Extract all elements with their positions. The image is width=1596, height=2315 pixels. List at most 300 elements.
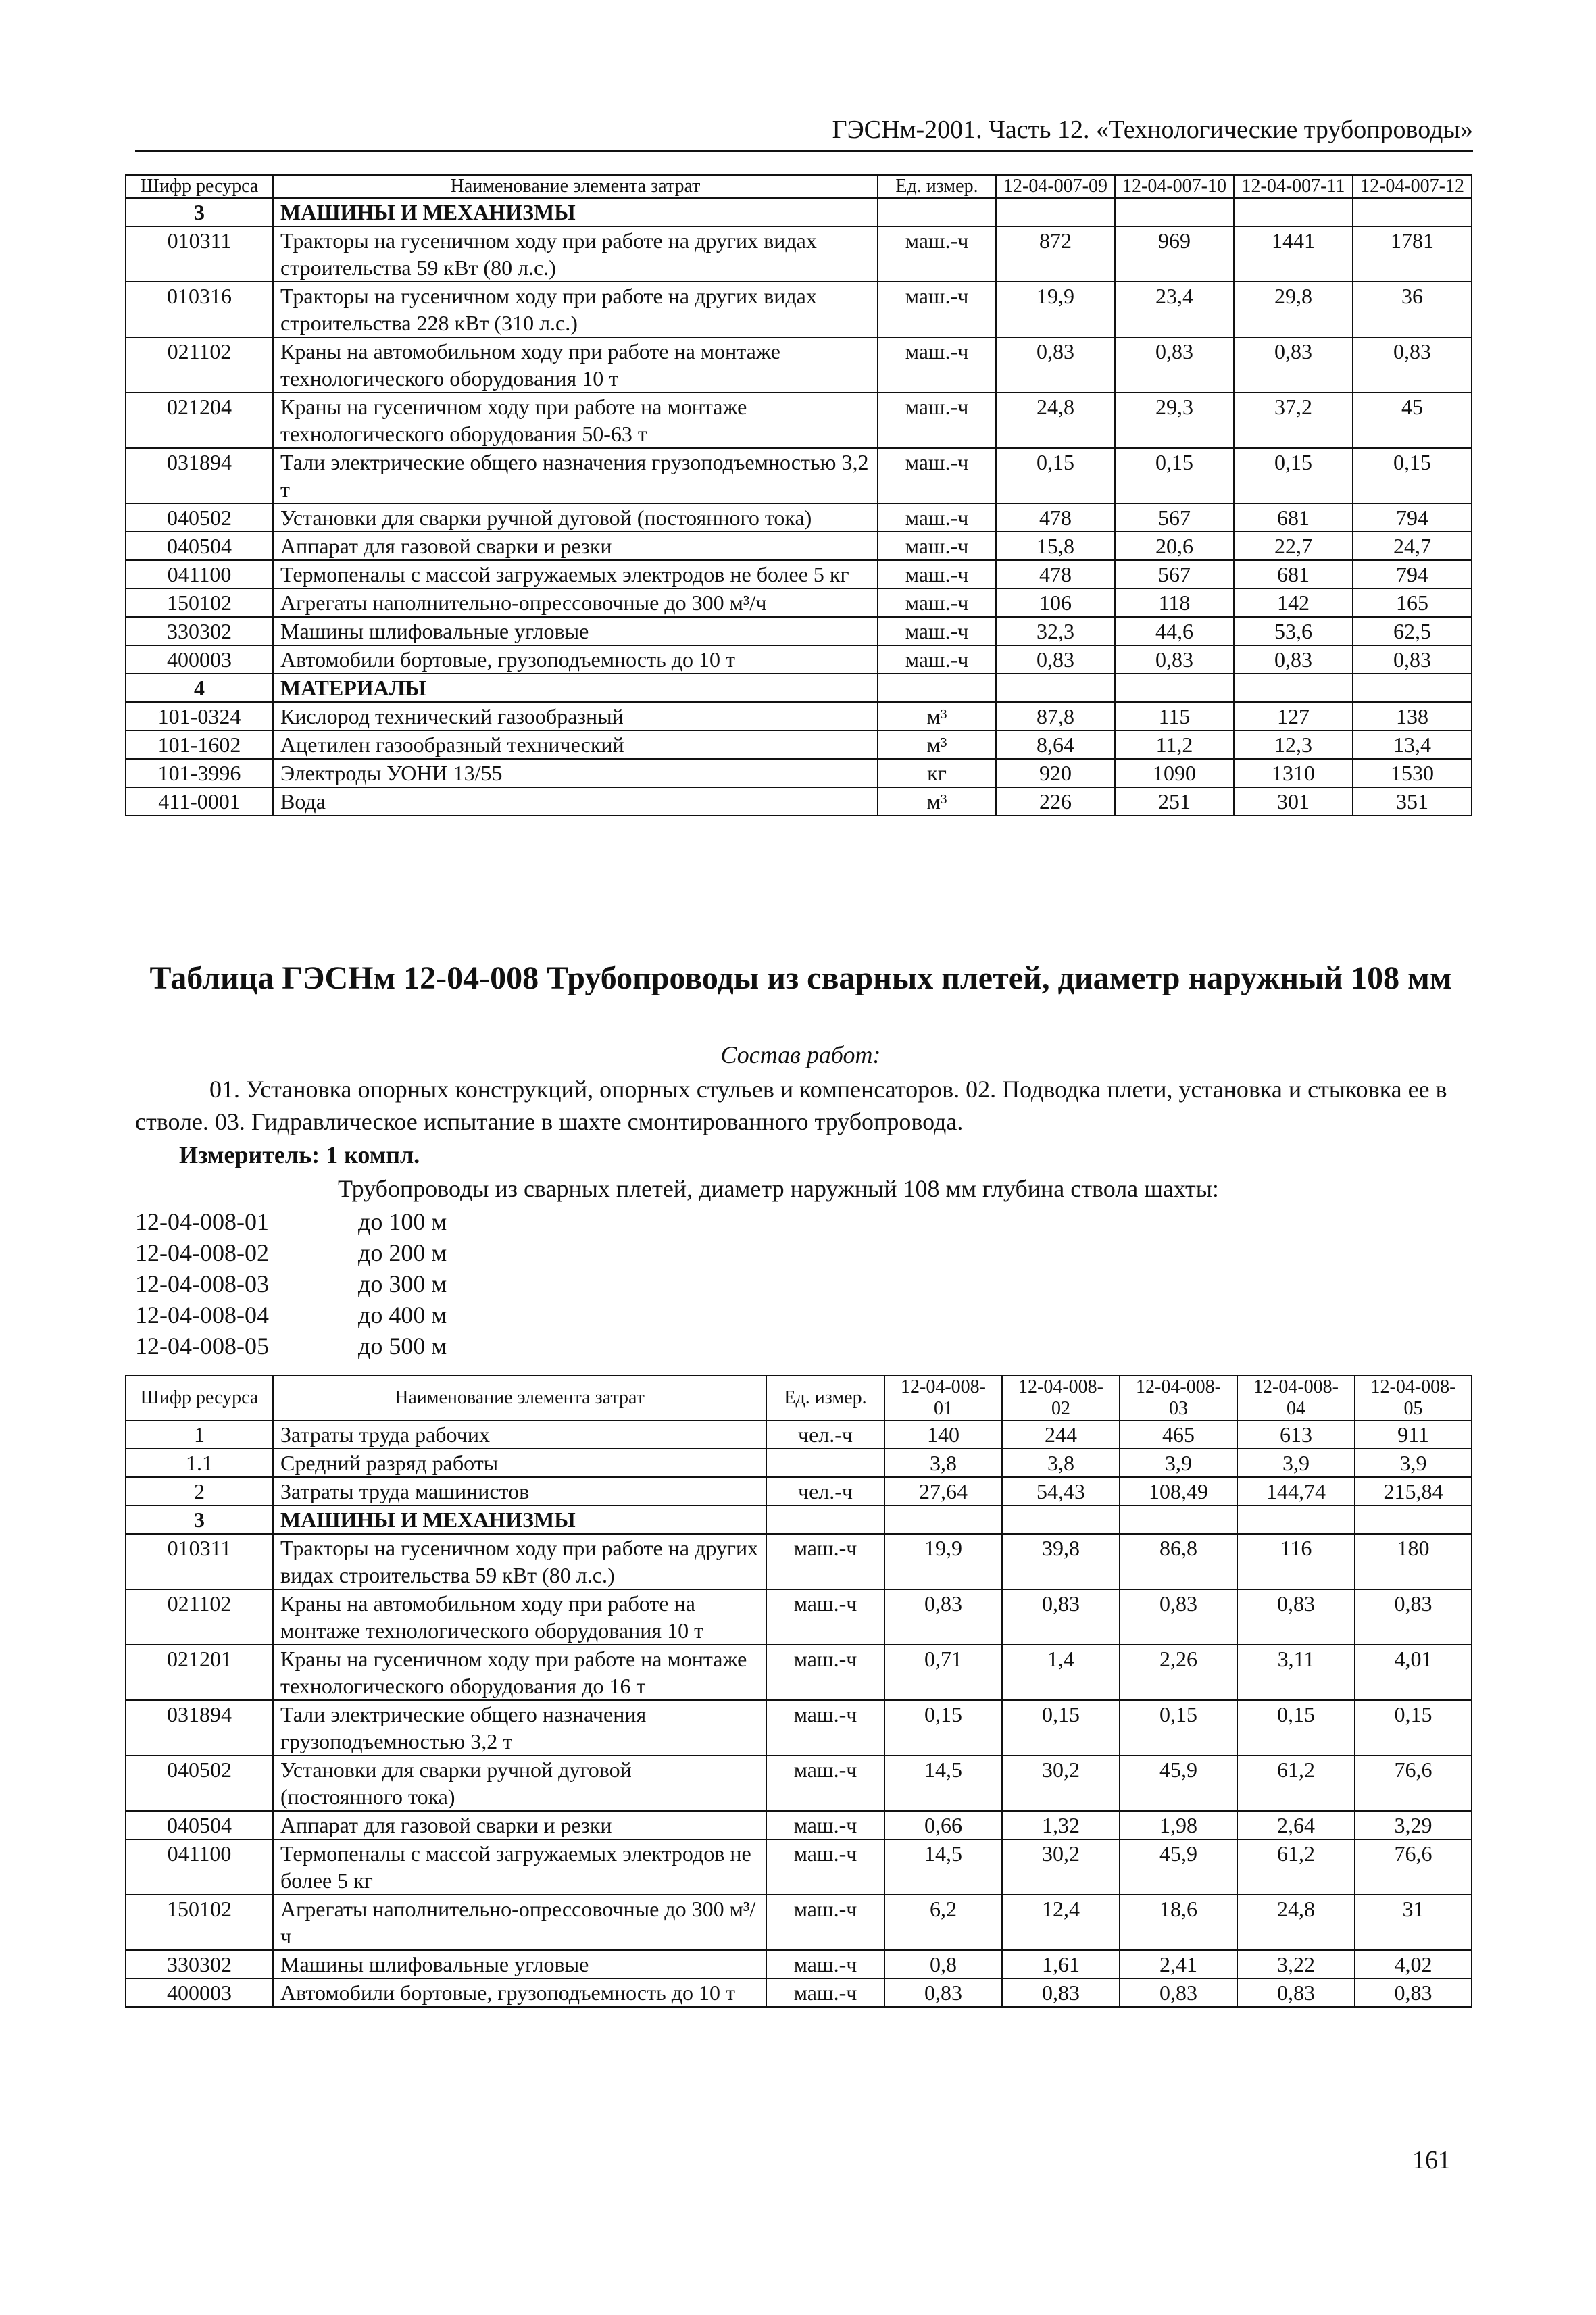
header-text: ГЭСНм-2001. Часть 12. «Технологические трубопроводы» xyxy=(832,116,1473,144)
cell-code: 400003 xyxy=(126,645,273,674)
cell-unit: маш.-ч xyxy=(766,1950,884,1978)
table-header-row xyxy=(126,175,1472,198)
cell-value: 0,83 xyxy=(1115,337,1234,393)
cell-code: 010311 xyxy=(126,1534,273,1589)
cell-value: 116 xyxy=(1237,1534,1355,1589)
cell-name: Агрегаты наполнительно-опрессовочные до 300 м³/ч xyxy=(273,1895,766,1950)
cell-code: 2 xyxy=(126,1477,273,1505)
code-description: до 100 м xyxy=(358,1208,447,1235)
cell-value: 0,83 xyxy=(1234,337,1353,393)
cell-code: 3 xyxy=(126,198,273,226)
cell-name: Аппарат для газовой сварки и резки xyxy=(273,1811,766,1839)
cell-value: 351 xyxy=(1353,787,1472,816)
cell-value: 0,83 xyxy=(996,645,1115,674)
cell-code: 031894 xyxy=(126,448,273,503)
cell-value: 0,15 xyxy=(1002,1700,1120,1756)
cell-unit: маш.-ч xyxy=(878,560,996,589)
cell-value: 1,98 xyxy=(1120,1811,1237,1839)
header-name: Наименование элемента затрат xyxy=(273,1376,766,1420)
cell-value: 4,01 xyxy=(1355,1645,1472,1700)
cell-value: 0,15 xyxy=(1237,1700,1355,1756)
cell-value: 3,9 xyxy=(1355,1449,1472,1477)
cell-value: 465 xyxy=(1120,1420,1237,1449)
cell-value: 87,8 xyxy=(996,702,1115,730)
cell-value: 4,02 xyxy=(1355,1950,1472,1978)
cell-code: 101-1602 xyxy=(126,730,273,759)
cell-value: 30,2 xyxy=(1002,1839,1120,1895)
cell-name: Ацетилен газообразный технический xyxy=(273,730,878,759)
header-col: 12-04-007-11 xyxy=(1234,175,1353,198)
table-row xyxy=(126,448,1472,503)
cell-value: 19,9 xyxy=(996,282,1115,337)
cell-value: 567 xyxy=(1115,503,1234,532)
table-body xyxy=(126,1420,1472,2007)
cell-value: 76,6 xyxy=(1355,1839,1472,1895)
cell-value: 3,9 xyxy=(1120,1449,1237,1477)
cell-value: 61,2 xyxy=(1237,1756,1355,1811)
table-row xyxy=(126,532,1472,560)
cell-value: 2,64 xyxy=(1237,1811,1355,1839)
cell-value: 911 xyxy=(1355,1420,1472,1449)
cell-code: 411-0001 xyxy=(126,787,273,816)
cell-unit: м³ xyxy=(878,702,996,730)
cell-name: Кислород технический газообразный xyxy=(273,702,878,730)
cell-value: 920 xyxy=(996,759,1115,787)
cell-value: 301 xyxy=(1234,787,1353,816)
cell-unit: маш.-ч xyxy=(766,1811,884,1839)
cell-value: 45 xyxy=(1353,393,1472,448)
code-item xyxy=(135,1206,447,1237)
cell-name: Термопеналы с массой загружаемых электродов не более 5 кг xyxy=(273,1839,766,1895)
cell-value: 19,9 xyxy=(884,1534,1002,1589)
cell-value: 14,5 xyxy=(884,1756,1002,1811)
cell-value: 0,15 xyxy=(884,1700,1002,1756)
cell-value: 0,83 xyxy=(1353,645,1472,674)
cell-value: 3,29 xyxy=(1355,1811,1472,1839)
table-body xyxy=(126,198,1472,816)
cell-code: 1.1 xyxy=(126,1449,273,1477)
table-row xyxy=(126,589,1472,617)
cell-value: 39,8 xyxy=(1002,1534,1120,1589)
cell-value: 24,7 xyxy=(1353,532,1472,560)
cell-name: Установки для сварки ручной дуговой (постоянного тока) xyxy=(273,503,878,532)
cell-name: Краны на автомобильном ходу при работе на монтаже технологического оборудования 10 т xyxy=(273,1589,766,1645)
cell-unit: маш.-ч xyxy=(878,282,996,337)
cell-name: МАТЕРИАЛЫ xyxy=(273,674,878,702)
cell-value: 0,15 xyxy=(1115,448,1234,503)
cell-value: 3,9 xyxy=(1237,1449,1355,1477)
cell-value: 62,5 xyxy=(1353,617,1472,645)
cell-value: 2,41 xyxy=(1120,1950,1237,1978)
table-row xyxy=(126,1950,1472,1978)
section-row xyxy=(126,1505,1472,1534)
cell-value: 244 xyxy=(1002,1420,1120,1449)
code-number: 12-04-008-01 xyxy=(135,1208,269,1235)
cell-value: 0,83 xyxy=(996,337,1115,393)
cell-value: 1090 xyxy=(1115,759,1234,787)
cell-name: МАШИНЫ И МЕХАНИЗМЫ xyxy=(273,198,878,226)
cell-value: 2,26 xyxy=(1120,1645,1237,1700)
code-description: до 500 м xyxy=(358,1333,447,1360)
code-item xyxy=(135,1330,447,1362)
table-row xyxy=(126,560,1472,589)
cell-value: 872 xyxy=(996,226,1115,282)
cell-value: 6,2 xyxy=(884,1895,1002,1950)
cell-value xyxy=(996,674,1115,702)
header-name: Наименование элемента затрат xyxy=(273,175,878,198)
cell-unit: м³ xyxy=(878,730,996,759)
cell-code: 010311 xyxy=(126,226,273,282)
cell-unit: маш.-ч xyxy=(878,393,996,448)
table-header-row xyxy=(126,1376,1472,1420)
cell-value: 226 xyxy=(996,787,1115,816)
code-item xyxy=(135,1237,447,1268)
cell-code: 041100 xyxy=(126,560,273,589)
cell-unit xyxy=(766,1505,884,1534)
cell-unit: маш.-ч xyxy=(878,226,996,282)
cell-value: 0,83 xyxy=(1237,1978,1355,2007)
cell-name: Тракторы на гусеничном ходу при работе на других видах строительства 59 кВт (80 л.с.) xyxy=(273,226,878,282)
cell-value: 0,15 xyxy=(1234,448,1353,503)
table-row xyxy=(126,1756,1472,1811)
resource-table-007 xyxy=(125,174,1472,816)
codes-list xyxy=(135,1206,447,1362)
cell-name: Электроды УОНИ 13/55 xyxy=(273,759,878,787)
cell-name: Машины шлифовальные угловые xyxy=(273,1950,766,1978)
cell-unit: чел.-ч xyxy=(766,1420,884,1449)
cell-value: 14,5 xyxy=(884,1839,1002,1895)
cell-value: 8,64 xyxy=(996,730,1115,759)
cell-unit: маш.-ч xyxy=(766,1839,884,1895)
cell-unit: маш.-ч xyxy=(878,589,996,617)
cell-value: 794 xyxy=(1353,503,1472,532)
cell-unit: маш.-ч xyxy=(766,1895,884,1950)
cell-value xyxy=(1002,1505,1120,1534)
table-row xyxy=(126,226,1472,282)
section-row xyxy=(126,674,1472,702)
table-row xyxy=(126,1700,1472,1756)
cell-code: 101-3996 xyxy=(126,759,273,787)
cell-name: Аппарат для газовой сварки и резки xyxy=(273,532,878,560)
cell-code: 330302 xyxy=(126,1950,273,1978)
cell-value: 127 xyxy=(1234,702,1353,730)
cell-code: 150102 xyxy=(126,1895,273,1950)
cell-value: 681 xyxy=(1234,503,1353,532)
table-row xyxy=(126,617,1472,645)
cell-value: 1781 xyxy=(1353,226,1472,282)
cell-name: Краны на автомобильном ходу при работе на монтаже технологического оборудования 10 т xyxy=(273,337,878,393)
table-row xyxy=(126,1811,1472,1839)
cell-name: Тали электрические общего назначения грузоподъемностью 3,2 т xyxy=(273,1700,766,1756)
measure-label: Измеритель: 1 компл. xyxy=(179,1141,420,1168)
cell-value: 0,83 xyxy=(1002,1978,1120,2007)
cell-code: 040504 xyxy=(126,1811,273,1839)
cell-unit: м³ xyxy=(878,787,996,816)
section-row xyxy=(126,198,1472,226)
cell-value: 1,4 xyxy=(1002,1645,1120,1700)
cell-value: 0,83 xyxy=(1355,1589,1472,1645)
cell-name: Автомобили бортовые, грузоподъемность до 10 т xyxy=(273,645,878,674)
cell-name: Затраты труда рабочих xyxy=(273,1420,766,1449)
cell-value: 54,43 xyxy=(1002,1477,1120,1505)
table-row xyxy=(126,1895,1472,1950)
header-unit: Ед. измер. xyxy=(878,175,996,198)
cell-code: 041100 xyxy=(126,1839,273,1895)
cell-value: 18,6 xyxy=(1120,1895,1237,1950)
cell-value: 0,15 xyxy=(1355,1700,1472,1756)
table-row xyxy=(126,787,1472,816)
cell-code: 040502 xyxy=(126,1756,273,1811)
table-row xyxy=(126,1420,1472,1449)
code-description: до 200 м xyxy=(358,1239,447,1266)
cell-value: 20,6 xyxy=(1115,532,1234,560)
cell-value: 0,83 xyxy=(1355,1978,1472,2007)
header-code: Шифр ресурса xyxy=(126,1376,273,1420)
header-col: 12-04-008-04 xyxy=(1237,1376,1355,1420)
header-col: 12-04-007-12 xyxy=(1353,175,1472,198)
cell-value: 15,8 xyxy=(996,532,1115,560)
code-item xyxy=(135,1299,447,1330)
cell-name: Машины шлифовальные угловые xyxy=(273,617,878,645)
header-col: 12-04-008-02 xyxy=(1002,1376,1120,1420)
cell-value: 24,8 xyxy=(996,393,1115,448)
cell-name: Краны на гусеничном ходу при работе на монтаже технологического оборудования до 16 т xyxy=(273,1645,766,1700)
cell-value: 12,3 xyxy=(1234,730,1353,759)
table-row xyxy=(126,1645,1472,1700)
cell-value: 1310 xyxy=(1234,759,1353,787)
cell-value xyxy=(1355,1505,1472,1534)
cell-unit: маш.-ч xyxy=(878,503,996,532)
cell-value: 1,61 xyxy=(1002,1950,1120,1978)
code-number: 12-04-008-03 xyxy=(135,1270,269,1297)
cell-unit xyxy=(766,1449,884,1477)
cell-value: 31 xyxy=(1355,1895,1472,1950)
code-item xyxy=(135,1268,447,1299)
cell-name: Термопеналы с массой загружаемых электродов не более 5 кг xyxy=(273,560,878,589)
table-row xyxy=(126,1589,1472,1645)
cell-name: Установки для сварки ручной дуговой (постоянного тока) xyxy=(273,1756,766,1811)
cell-value xyxy=(1234,674,1353,702)
cell-value: 3,8 xyxy=(1002,1449,1120,1477)
cell-code: 3 xyxy=(126,1505,273,1534)
cell-name: Краны на гусеничном ходу при работе на монтаже технологического оборудования 50-63 т xyxy=(273,393,878,448)
cell-value: 53,6 xyxy=(1234,617,1353,645)
cell-value: 29,8 xyxy=(1234,282,1353,337)
cell-name: МАШИНЫ И МЕХАНИЗМЫ xyxy=(273,1505,766,1534)
table-row xyxy=(126,1839,1472,1895)
table-row xyxy=(126,393,1472,448)
table-row xyxy=(126,1978,1472,2007)
cell-code: 010316 xyxy=(126,282,273,337)
cell-value: 0,83 xyxy=(1353,337,1472,393)
cell-value: 45,9 xyxy=(1120,1839,1237,1895)
codes-intro: Трубопроводы из сварных плетей, диаметр наружный 108 мм глубина ствола шахты: xyxy=(338,1175,1219,1202)
cell-value: 613 xyxy=(1237,1420,1355,1449)
cell-value: 3,11 xyxy=(1237,1645,1355,1700)
cell-value: 0,8 xyxy=(884,1950,1002,1978)
cell-value xyxy=(884,1505,1002,1534)
cell-value xyxy=(1234,198,1353,226)
resource-table-008 xyxy=(125,1375,1472,2008)
table-row xyxy=(126,1449,1472,1477)
cell-value: 0,71 xyxy=(884,1645,1002,1700)
cell-code: 400003 xyxy=(126,1978,273,2007)
cell-value: 13,4 xyxy=(1353,730,1472,759)
cell-value: 76,6 xyxy=(1355,1756,1472,1811)
cell-value: 0,15 xyxy=(1353,448,1472,503)
cell-value: 138 xyxy=(1353,702,1472,730)
cell-value: 108,49 xyxy=(1120,1477,1237,1505)
table-row xyxy=(126,759,1472,787)
cell-value: 27,64 xyxy=(884,1477,1002,1505)
cell-code: 021204 xyxy=(126,393,273,448)
code-number: 12-04-008-05 xyxy=(135,1333,269,1360)
cell-value: 3,8 xyxy=(884,1449,1002,1477)
cell-value: 29,3 xyxy=(1115,393,1234,448)
code-description: до 400 м xyxy=(358,1301,447,1328)
cell-value xyxy=(1115,674,1234,702)
cell-code: 040504 xyxy=(126,532,273,560)
cell-value: 61,2 xyxy=(1237,1839,1355,1895)
cell-value: 140 xyxy=(884,1420,1002,1449)
cell-value: 118 xyxy=(1115,589,1234,617)
cell-name: Вода xyxy=(273,787,878,816)
table-row xyxy=(126,1477,1472,1505)
cell-value: 36 xyxy=(1353,282,1472,337)
table-title: Таблица ГЭСНм 12-04-008 Трубопроводы из сварных плетей, диаметр наружный 108 мм xyxy=(149,960,1452,996)
cell-value: 1,32 xyxy=(1002,1811,1120,1839)
cell-value: 794 xyxy=(1353,560,1472,589)
table-row xyxy=(126,702,1472,730)
cell-value: 251 xyxy=(1115,787,1234,816)
cell-value: 142 xyxy=(1234,589,1353,617)
cell-name: Автомобили бортовые, грузоподъемность до 10 т xyxy=(273,1978,766,2007)
work-description: 01. Установка опорных конструкций, опорных стульев и компенсаторов. 02. Подводка плети, установка и стыковка ее в стволе. 03. Гидравлическое испытание в шахте смонтированного трубопровода. xyxy=(135,1076,1447,1135)
table-row xyxy=(126,503,1472,532)
cell-value: 0,83 xyxy=(1115,645,1234,674)
cell-name: Тали электрические общего назначения грузоподъемностью 3,2 т xyxy=(273,448,878,503)
cell-unit: маш.-ч xyxy=(878,448,996,503)
cell-unit xyxy=(878,674,996,702)
cell-value: 0,83 xyxy=(1002,1589,1120,1645)
code-description: до 300 м xyxy=(358,1270,447,1297)
header-col: 12-04-007-09 xyxy=(996,175,1115,198)
cell-value: 0,66 xyxy=(884,1811,1002,1839)
cell-code: 021102 xyxy=(126,1589,273,1645)
code-number: 12-04-008-04 xyxy=(135,1301,269,1328)
header-code: Шифр ресурса xyxy=(126,175,273,198)
header-col: 12-04-008-03 xyxy=(1120,1376,1237,1420)
sostav-label: Состав работ: xyxy=(720,1041,881,1068)
cell-value: 0,15 xyxy=(1120,1700,1237,1756)
cell-value: 969 xyxy=(1115,226,1234,282)
cell-unit: маш.-ч xyxy=(766,1534,884,1589)
cell-unit: маш.-ч xyxy=(766,1589,884,1645)
header-unit: Ед. измер. xyxy=(766,1376,884,1420)
cell-value: 165 xyxy=(1353,589,1472,617)
cell-value xyxy=(1237,1505,1355,1534)
table-row xyxy=(126,1534,1472,1589)
page-number: 161 xyxy=(1412,2146,1451,2174)
cell-value xyxy=(1120,1505,1237,1534)
cell-value: 30,2 xyxy=(1002,1756,1120,1811)
cell-value: 32,3 xyxy=(996,617,1115,645)
cell-value: 44,6 xyxy=(1115,617,1234,645)
cell-value xyxy=(1353,674,1472,702)
cell-code: 040502 xyxy=(126,503,273,532)
cell-value: 567 xyxy=(1115,560,1234,589)
cell-value: 144,74 xyxy=(1237,1477,1355,1505)
header-col: 12-04-008-01 xyxy=(884,1376,1002,1420)
cell-value: 12,4 xyxy=(1002,1895,1120,1950)
cell-value: 0,83 xyxy=(884,1589,1002,1645)
cell-code: 4 xyxy=(126,674,273,702)
cell-unit: кг xyxy=(878,759,996,787)
table-row xyxy=(126,282,1472,337)
cell-unit: маш.-ч xyxy=(878,532,996,560)
header-col: 12-04-008-05 xyxy=(1355,1376,1472,1420)
header-col: 12-04-007-10 xyxy=(1115,175,1234,198)
cell-value: 0,83 xyxy=(884,1978,1002,2007)
cell-value: 681 xyxy=(1234,560,1353,589)
cell-code: 021102 xyxy=(126,337,273,393)
cell-value: 215,84 xyxy=(1355,1477,1472,1505)
cell-value: 1530 xyxy=(1353,759,1472,787)
cell-code: 031894 xyxy=(126,1700,273,1756)
cell-value xyxy=(1353,198,1472,226)
code-number: 12-04-008-02 xyxy=(135,1239,269,1266)
cell-value: 0,83 xyxy=(1120,1978,1237,2007)
table-row xyxy=(126,645,1472,674)
cell-value: 22,7 xyxy=(1234,532,1353,560)
cell-value: 0,15 xyxy=(996,448,1115,503)
cell-unit: маш.-ч xyxy=(878,645,996,674)
table-row xyxy=(126,730,1472,759)
cell-value: 0,83 xyxy=(1234,645,1353,674)
cell-name: Тракторы на гусеничном ходу при работе на других видах строительства 59 кВт (80 л.с.) xyxy=(273,1534,766,1589)
cell-value: 23,4 xyxy=(1115,282,1234,337)
table-row xyxy=(126,337,1472,393)
cell-name: Средний разряд работы xyxy=(273,1449,766,1477)
cell-code: 330302 xyxy=(126,617,273,645)
cell-value: 478 xyxy=(996,560,1115,589)
cell-value xyxy=(1115,198,1234,226)
cell-unit: маш.-ч xyxy=(766,1978,884,2007)
cell-unit xyxy=(878,198,996,226)
cell-unit: чел.-ч xyxy=(766,1477,884,1505)
cell-unit: маш.-ч xyxy=(878,617,996,645)
cell-name: Тракторы на гусеничном ходу при работе на других видах строительства 228 кВт (310 л.с.) xyxy=(273,282,878,337)
cell-unit: маш.-ч xyxy=(766,1645,884,1700)
cell-value: 0,83 xyxy=(1237,1589,1355,1645)
cell-value: 11,2 xyxy=(1115,730,1234,759)
cell-value: 106 xyxy=(996,589,1115,617)
cell-name: Затраты труда машинистов xyxy=(273,1477,766,1505)
cell-value: 3,22 xyxy=(1237,1950,1355,1978)
cell-value: 478 xyxy=(996,503,1115,532)
cell-value: 37,2 xyxy=(1234,393,1353,448)
page-header xyxy=(135,115,1473,152)
cell-unit: маш.-ч xyxy=(766,1700,884,1756)
cell-value: 45,9 xyxy=(1120,1756,1237,1811)
cell-value: 1441 xyxy=(1234,226,1353,282)
cell-unit: маш.-ч xyxy=(766,1756,884,1811)
cell-value: 115 xyxy=(1115,702,1234,730)
cell-code: 150102 xyxy=(126,589,273,617)
cell-value: 180 xyxy=(1355,1534,1472,1589)
cell-value: 86,8 xyxy=(1120,1534,1237,1589)
cell-code: 021201 xyxy=(126,1645,273,1700)
